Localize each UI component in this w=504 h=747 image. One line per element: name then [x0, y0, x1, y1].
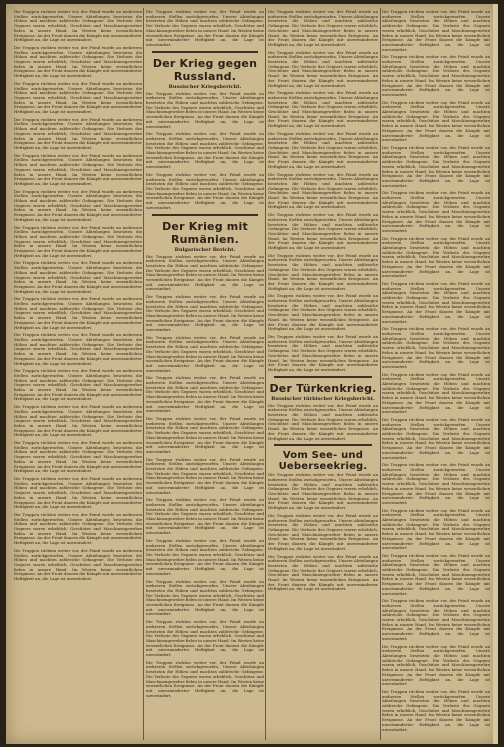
article-text: Die Truppen rückten weiter vor, der Feind wurde an mehreren Stellen zurückgeworfen. Unsere Abteilungen besetzten die Höhen und machten zahlreiche Gefangene. Die Verluste des Gegners waren erheblich, Geschütze und Maschinengewehre fielen in unsere Hand. Im Westen keine wesentlichen Ereignisse. An der Front dauern die Kämpfe mit unverminderter Heftigkeit an, die Lage ist unverändert. [146, 334, 264, 373]
article-text: Die Truppen rückten weiter vor, der Feind wurde an mehreren Stellen zurückgeworfen. Unsere Abteilungen besetzten die Höhen und machten zahlreiche Gefangene. Die Verluste des Gegners waren erheblich, Geschütze und Maschinengewehre fielen in unsere Hand. Im Westen keine wesentlichen Ereignisse. An der Front dauern die Kämpfe mit unverminderter Heftigkeit an, die Lage ist unverändert. [146, 375, 264, 414]
article-text: Die Truppen rückten weiter vor, der Feind wurde an mehreren Stellen zurückgeworfen. Unsere Abteilungen besetzten die Höhen und machten zahlreiche Gefangene. Die Verluste des Gegners waren erheblich, Geschütze und Maschinengewehre fielen in unsere Hand. Im Westen keine wesentlichen Ereignisse. An der Front dauern die Kämpfe mit unverminderter Heftigkeit an, die Lage ist unverändert. [14, 368, 142, 402]
article-text: Die Truppen rückten weiter vor, der Feind wurde an mehreren Stellen zurückgeworfen. Unsere Abteilungen besetzten die Höhen und machten zahlreiche Gefangene. Die Verluste des Gegners waren erheblich, Geschütze und Maschinengewehre fielen in unsere Hand. Im Westen keine wesentlichen Ereignisse. An der Front dauern die Kämpfe mit unverminderter Heftigkeit an, die Lage ist unverändert. [146, 253, 264, 292]
newspaper-page [6, 4, 498, 744]
article-text: Die Truppen rückten weiter vor, der Feind wurde an mehreren Stellen zurückgeworfen. Unsere Abteilungen besetzten die Höhen und machten zahlreiche Gefangene. Die Verluste des Gegners waren erheblich, Geschütze und Maschinengewehre fielen in unsere Hand. Im Westen keine wesentlichen Ereignisse. An der Front dauern die Kämpfe mit unverminderter Heftigkeit an, die Lage ist unverändert. [268, 212, 378, 251]
article-text: Die Truppen rückten weiter vor, der Feind wurde an mehreren Stellen zurückgeworfen. Unsere Abteilungen besetzten die Höhen und machten zahlreiche Gefangene. Die Verluste des Gegners waren erheblich, Geschütze und Maschinengewehre fielen in unsere Hand. Im Westen keine wesentlichen Ereignisse. An der Front dauern die Kämpfe mit unverminderter Heftigkeit an, die Lage ist unverändert. [382, 643, 490, 687]
article-text: Die Truppen rückten weiter vor, der Feind wurde an mehreren Stellen zurückgeworfen. Unsere Abteilungen besetzten die Höhen und machten zahlreiche Gefangene. Die Verluste des Gegners waren erheblich, Geschütze und Maschinengewehre fielen in unsere Hand. Im Westen keine wesentlichen Ereignisse. An der Front dauern die Kämpfe mit unverminderter Heftigkeit an, die Lage ist unverändert. [146, 497, 264, 536]
article-text: Die Truppen rückten weiter vor, der Feind wurde an mehreren Stellen zurückgeworfen. Unsere Abteilungen besetzten die Höhen und machten zahlreiche Gefangene. Die Verluste des Gegners waren erheblich, Geschütze und Maschinengewehre fielen in unsere Hand. Im Westen keine wesentlichen Ereignisse. An der Front dauern die Kämpfe mit unverminderter Heftigkeit an, die Lage ist unverändert. [268, 553, 378, 592]
column-rule [143, 8, 144, 740]
article-text: Die Truppen rückten weiter vor, der Feind wurde an mehreren Stellen zurückgeworfen. Unsere Abteilungen besetzten die Höhen und machten zahlreiche Gefangene. Die Verluste des Gegners waren erheblich, Geschütze und Maschinengewehre fielen in unsere Hand. Im Westen keine wesentlichen Ereignisse. An der Front dauern die Kämpfe mit unverminderter Heftigkeit an, die Lage ist unverändert. [146, 90, 264, 129]
article-text: Die Truppen rückten weiter vor, der Feind wurde an mehreren Stellen zurückgeworfen. Unsere Abteilungen besetzten die Höhen und machten zahlreiche Gefangene. Die Verluste des Gegners waren erheblich, Geschütze und Maschinengewehre fielen in unsere Hand. Im Westen keine wesentlichen Ereignisse. An der Front dauern die Kämpfe mit unverminderter Heftigkeit an, die Lage ist unverändert. [146, 416, 264, 454]
article-text: Die Truppen rückten weiter vor, der Feind wurde an mehreren Stellen zurückgeworfen. Unsere Abteilungen besetzten die Höhen und machten zahlreiche Gefangene. Die Verluste des Gegners waren erheblich, Geschütze und Maschinengewehre fielen in unsere Hand. Im Westen keine wesentlichen Ereignisse. An der Front dauern die Kämpfe mit unverminderter Heftigkeit an, die Lage ist unverändert. [382, 462, 490, 505]
article-text: Die Truppen rückten weiter vor, der Feind wurde an mehreren Stellen zurückgeworfen. Unsere Abteilungen besetzten die Höhen und machten zahlreiche Gefangene. Die Verluste des Gegners waren erheblich, Geschütze und Maschinengewehre fielen in unsere Hand. Im Westen keine wesentlichen Ereignisse. An der Front dauern die Kämpfe mit unverminderter Heftigkeit an, die Lage ist unverändert. [146, 10, 264, 47]
article-text: Die Truppen rückten weiter vor, der Feind wurde an mehreren Stellen zurückgeworfen. Unsere Abteilungen besetzten die Höhen und machten zahlreiche Gefangene. Die Verluste des Gegners waren erheblich, Geschütze und Maschinengewehre fielen in unsere Hand. Im Westen keine wesentlichen Ereignisse. An der Front dauern die Kämpfe mit unverminderter Heftigkeit an, die Lage ist unverändert. [268, 252, 378, 291]
article-text: Die Truppen rückten weiter vor, der Feind wurde an mehreren Stellen zurückgeworfen. Unsere Abteilungen besetzten die Höhen und machten zahlreiche Gefangene. Die Verluste des Gegners waren erheblich, Geschütze und Maschinengewehre fielen in unsere Hand. Im Westen keine wesentlichen Ereignisse. An der Front dauern die Kämpfe mit unverminderter Heftigkeit an, die Lage ist unverändert. [146, 131, 264, 170]
article-text: Die Truppen rückten weiter vor, der Feind wurde an mehreren Stellen zurückgeworfen. Unsere Abteilungen besetzten die Höhen und machten zahlreiche Gefangene. Die Verluste des Gegners waren erheblich, Geschütze und Maschinengewehre fielen in unsere Hand. Im Westen keine wesentlichen Ereignisse. An der Front dauern die Kämpfe mit unverminderter Heftigkeit an, die Lage ist unverändert. [14, 475, 142, 510]
article-text: Die Truppen rückten weiter vor, der Feind wurde an mehreren Stellen zurückgeworfen. Unsere Abteilungen besetzten die Höhen und machten zahlreiche Gefangene. Die Verluste des Gegners waren erheblich, Geschütze und Maschinengewehre fielen in unsere Hand. Im Westen keine wesentlichen Ereignisse. An der Front dauern die Kämpfe mit unverminderter Heftigkeit an, die Lage ist unverändert. [382, 280, 490, 324]
article-text: Die Truppen rückten weiter vor, der Feind wurde an mehreren Stellen zurückgeworfen. Unsere Abteilungen besetzten die Höhen und machten zahlreiche Gefangene. Die Verluste des Gegners waren erheblich, Geschütze und Maschinengewehre fielen in unsere Hand. Im Westen keine wesentlichen Ereignisse. An der Front dauern die Kämpfe mit unverminderter Heftigkeit an, die Lage ist unverändert. [268, 171, 378, 210]
article-text: Die Truppen rückten weiter vor, der Feind wurde an mehreren Stellen zurückgeworfen. Unsere Abteilungen besetzten die Höhen und machten zahlreiche Gefangene. Die Verluste des Gegners waren erheblich, Geschütze und Maschinengewehre fielen in unsere Hand. Im Westen keine wesentlichen Ereignisse. An der Front dauern die Kämpfe mit unverminderter Heftigkeit an, die Lage ist unverändert. [14, 332, 142, 366]
column-rule [380, 8, 381, 740]
article-text: Die Truppen rückten weiter vor, der Feind wurde an mehreren Stellen zurückgeworfen. Unsere Abteilungen besetzten die Höhen und machten zahlreiche Gefangene. Die Verluste des Gegners waren erheblich, Geschütze und Maschinengewehre fielen in unsere Hand. Im Westen keine wesentlichen Ereignisse. An der Front dauern die Kämpfe mit unverminderter Heftigkeit an, die Lage ist unverändert. [382, 326, 490, 369]
article-text: Die Truppen rückten weiter vor, der Feind wurde an mehreren Stellen zurückgeworfen. Unsere Abteilungen besetzten die Höhen und machten zahlreiche Gefangene. Die Verluste des Gegners waren erheblich, Geschütze und Maschinengewehre fielen in unsere Hand. Im Westen keine wesentlichen Ereignisse. An der Front dauern die Kämpfe mit unverminderter Heftigkeit an, die Lage ist unverändert. [268, 512, 378, 551]
column-1 [14, 10, 142, 738]
article-text: Die Truppen rückten weiter vor, der Feind wurde an mehreren Stellen zurückgeworfen. Unsere Abteilungen besetzten die Höhen und machten zahlreiche Gefangene. Die Verluste des Gegners waren erheblich, Geschütze und Maschinengewehre fielen in unsere Hand. Im Westen keine wesentlichen Ereignisse. An der Front dauern die Kämpfe mit unverminderter Heftigkeit an, die Lage ist unverändert. [382, 190, 490, 233]
headline-seekrieg: Vom See- und Ueberseekrieg. [278, 450, 368, 473]
article-text: Die Truppen rückten weiter vor, der Feind wurde an mehreren Stellen zurückgeworfen. Unsere Abteilungen besetzten die Höhen und machten zahlreiche Gefangene. Die Verluste des Gegners waren erheblich, Geschütze und Maschinengewehre fielen in unsere Hand. Im Westen keine wesentlichen Ereignisse. An der Front dauern die Kämpfe mit unverminderter Heftigkeit an, die Lage ist unverändert. [268, 49, 378, 88]
article-text: Die Truppen rückten weiter vor, der Feind wurde an mehreren Stellen zurückgeworfen. Unsere Abteilungen besetzten die Höhen und machten zahlreiche Gefangene. Die Verluste des Gegners waren erheblich, Geschütze und Maschinengewehre fielen in unsere Hand. Im Westen keine wesentlichen Ereignisse. An der Front dauern die Kämpfe mit unverminderter Heftigkeit an, die Lage ist unverändert. [14, 152, 142, 186]
article-text: Die Truppen rückten weiter vor, der Feind wurde an mehreren Stellen zurückgeworfen. Unsere Abteilungen besetzten die Höhen und machten zahlreiche Gefangene. Die Verluste des Gegners waren erheblich, Geschütze und Maschinengewehre fielen in unsere Hand. Im Westen keine wesentlichen Ereignisse. An der Front dauern die Kämpfe mit unverminderter Heftigkeit an, die Lage ist unverändert. [14, 188, 142, 222]
article-text: Die Truppen rückten weiter vor, der Feind wurde an mehreren Stellen zurückgeworfen. Unsere Abteilungen besetzten die Höhen und machten zahlreiche Gefangene. Die Verluste des Gegners waren erheblich, Geschütze und Maschinengewehre fielen in unsere Hand. Im Westen keine wesentlichen Ereignisse. An der Front dauern die Kämpfe mit unverminderter Heftigkeit an, die Lage ist unverändert. [268, 90, 378, 129]
article-text: Die Truppen rückten weiter vor, der Feind wurde an mehreren Stellen zurückgeworfen. Unsere Abteilungen besetzten die Höhen und machten zahlreiche Gefangene. Die Verluste des Gegners waren erheblich, Geschütze und Maschinengewehre fielen in unsere Hand. Im Westen keine wesentlichen Ereignisse. An der Front dauern die Kämpfe mit unverminderter Heftigkeit an, die Lage ist unverändert. [14, 547, 142, 582]
article-text: Die Truppen rückten weiter vor, der Feind wurde an mehreren Stellen zurückgeworfen. Unsere Abteilungen besetzten die Höhen und machten zahlreiche Gefangene. Die Verluste des Gegners waren erheblich, Geschütze und Maschinengewehre fielen in unsere Hand. Im Westen keine wesentlichen Ereignisse. An der Front dauern die Kämpfe mit unverminderter Heftigkeit an, die Lage ist unverändert. [382, 416, 490, 460]
headline-tuerkei: Der Türkenkrieg. [269, 381, 377, 395]
column-3 [268, 10, 378, 738]
article-text: Die Truppen rückten weiter vor, der Feind wurde an mehreren Stellen zurückgeworfen. Unsere Abteilungen besetzten die Höhen und machten zahlreiche Gefangene. Die Verluste des Gegners waren erheblich, Geschütze und Maschinengewehre fielen in unsere Hand. Im Westen keine wesentlichen Ereignisse. An der Front dauern die Kämpfe mit unverminderter Heftigkeit an, die Lage ist unverändert. [146, 659, 264, 698]
article-text: Die Truppen rückten weiter vor, der Feind wurde an mehreren Stellen zurückgeworfen. Unsere Abteilungen besetzten die Höhen und machten zahlreiche Gefangene. Die Verluste des Gegners waren erheblich, Geschütze und Maschinengewehre fielen in unsere Hand. Im Westen keine wesentlichen Ereignisse. An der Front dauern die Kämpfe mit unverminderter Heftigkeit an, die Lage ist unverändert. [14, 10, 142, 43]
article-text: Die Truppen rückten weiter vor, der Feind wurde an mehreren Stellen zurückgeworfen. Unsere Abteilungen besetzten die Höhen und machten zahlreiche Gefangene. Die Verluste des Gegners waren erheblich, Geschütze und Maschinengewehre fielen in unsere Hand. Im Westen keine wesentlichen Ereignisse. An der Front dauern die Kämpfe mit unverminderter Heftigkeit an, die Lage ist unverändert. [14, 260, 142, 294]
article-text: Die Truppen rückten weiter vor, der Feind wurde an mehreren Stellen zurückgeworfen. Unsere Abteilungen besetzten die Höhen und machten zahlreiche Gefangene. Die Verluste des Gegners waren erheblich, Geschütze und Maschinengewehre fielen in unsere Hand. Im Westen keine wesentlichen Ereignisse. An der Front dauern die Kämpfe mit unverminderter Heftigkeit an, die Lage ist unverändert. [14, 296, 142, 330]
section-divider [274, 444, 372, 446]
article-text: Die Truppen rückten weiter vor, der Feind wurde an mehreren Stellen zurückgeworfen. Unsere Abteilungen besetzten die Höhen und machten zahlreiche Gefangene. Die Verluste des Gegners waren erheblich, Geschütze und Maschinengewehre fielen in unsere Hand. Im Westen keine wesentlichen Ereignisse. An der Front dauern die Kämpfe mit unverminderter Heftigkeit an, die Lage ist unverändert. [146, 294, 264, 333]
column-4 [382, 10, 490, 738]
section-divider [152, 51, 258, 53]
article-text: Die Truppen rückten weiter vor, der Feind wurde an mehreren Stellen zurückgeworfen. Unsere Abteilungen besetzten die Höhen und machten zahlreiche Gefangene. Die Verluste des Gegners waren erheblich, Geschütze und Maschinengewehre fielen in unsere Hand. Im Westen keine wesentlichen Ereignisse. An der Front dauern die Kämpfe mit unverminderter Heftigkeit an, die Lage ist unverändert. [382, 688, 490, 732]
section-divider [274, 376, 372, 378]
article-text: Die Truppen rückten weiter vor, der Feind wurde an mehreren Stellen zurückgeworfen. Unsere Abteilungen besetzten die Höhen und machten zahlreiche Gefangene. Die Verluste des Gegners waren erheblich, Geschütze und Maschinengewehre fielen in unsere Hand. Im Westen keine wesentlichen Ereignisse. An der Front dauern die Kämpfe mit unverminderter Heftigkeit an, die Lage ist unverändert. [382, 507, 490, 551]
article-text: Die Truppen rückten weiter vor, der Feind wurde an mehreren Stellen zurückgeworfen. Unsere Abteilungen besetzten die Höhen und machten zahlreiche Gefangene. Die Verluste des Gegners waren erheblich, Geschütze und Maschinengewehre fielen in unsere Hand. Im Westen keine wesentlichen Ereignisse. An der Front dauern die Kämpfe mit unverminderter Heftigkeit an, die Lage ist unverändert. [146, 171, 264, 210]
article-text: Die Truppen rückten weiter vor, der Feind wurde an mehreren Stellen zurückgeworfen. Unsere Abteilungen besetzten die Höhen und machten zahlreiche Gefangene. Die Verluste des Gegners waren erheblich, Geschütze und Maschinengewehre fielen in unsere Hand. Im Westen keine wesentlichen Ereignisse. An der Front dauern die Kämpfe mit unverminderter Heftigkeit an, die Lage ist unverändert. [268, 293, 378, 332]
article-text: Die Truppen rückten weiter vor, der Feind wurde an mehreren Stellen zurückgeworfen. Unsere Abteilungen besetzten die Höhen und machten zahlreiche Gefangene. Die Verluste des Gegners waren erheblich, Geschütze und Maschinengewehre fielen in unsere Hand. Im Westen keine wesentlichen Ereignisse. An der Front dauern die Kämpfe mit unverminderter Heftigkeit an, die Lage ist unverändert. [382, 99, 490, 143]
article-text: Die Truppen rückten weiter vor, der Feind wurde an mehreren Stellen zurückgeworfen. Unsere Abteilungen besetzten die Höhen und machten zahlreiche Gefangene. Die Verluste des Gegners waren erheblich, Geschütze und Maschinengewehre fielen in unsere Hand. Im Westen keine wesentlichen Ereignisse. An der Front dauern die Kämpfe mit unverminderter Heftigkeit an, die Lage ist unverändert. [14, 404, 142, 438]
article-text: Die Truppen rückten weiter vor, der Feind wurde an mehreren Stellen zurückgeworfen. Unsere Abteilungen besetzten die Höhen und machten zahlreiche Gefangene. Die Verluste des Gegners waren erheblich, Geschütze und Maschinengewehre fielen in unsere Hand. Im Westen keine wesentlichen Ereignisse. An der Front dauern die Kämpfe mit unverminderter Heftigkeit an, die Lage ist unverändert. [268, 472, 378, 511]
article-text: Die Truppen rückten weiter vor, der Feind wurde an mehreren Stellen zurückgeworfen. Unsere Abteilungen besetzten die Höhen und machten zahlreiche Gefangene. Die Verluste des Gegners waren erheblich, Geschütze und Maschinengewehre fielen in unsere Hand. Im Westen keine wesentlichen Ereignisse. An der Front dauern die Kämpfe mit unverminderter Heftigkeit an, die Lage ist unverändert. [268, 130, 378, 169]
subheadline-russland: Russischer Kriegsbericht. [168, 83, 242, 90]
section-divider [152, 214, 258, 216]
article-text: Die Truppen rückten weiter vor, der Feind wurde an mehreren Stellen zurückgeworfen. Unsere Abteilungen besetzten die Höhen und machten zahlreiche Gefangene. Die Verluste des Gegners waren erheblich, Geschütze und Maschinengewehre fielen in unsere Hand. Im Westen keine wesentlichen Ereignisse. An der Front dauern die Kämpfe mit unverminderter Heftigkeit an, die Lage ist unverändert. [14, 511, 142, 546]
article-text: Die Truppen rückten weiter vor, der Feind wurde an mehreren Stellen zurückgeworfen. Unsere Abteilungen besetzten die Höhen und machten zahlreiche Gefangene. Die Verluste des Gegners waren erheblich, Geschütze und Maschinengewehre fielen in unsere Hand. Im Westen keine wesentlichen Ereignisse. An der Front dauern die Kämpfe mit unverminderter Heftigkeit an, die Lage ist unverändert. [382, 144, 490, 188]
article-text: Die Truppen rückten weiter vor, der Feind wurde an mehreren Stellen zurückgeworfen. Unsere Abteilungen besetzten die Höhen und machten zahlreiche Gefangene. Die Verluste des Gegners waren erheblich, Geschütze und Maschinengewehre fielen in unsere Hand. Im Westen keine wesentlichen Ereignisse. An der Front dauern die Kämpfe mit unverminderter Heftigkeit an, die Lage ist unverändert. [14, 44, 142, 79]
article-text: Die Truppen rückten weiter vor, der Feind wurde an mehreren Stellen zurückgeworfen. Unsere Abteilungen besetzten die Höhen und machten zahlreiche Gefangene. Die Verluste des Gegners waren erheblich, Geschütze und Maschinengewehre fielen in unsere Hand. Im Westen keine wesentlichen Ereignisse. An der Front dauern die Kämpfe mit unverminderter Heftigkeit an, die Lage ist unverändert. [14, 224, 142, 258]
article-text: Die Truppen rückten weiter vor, der Feind wurde an mehreren Stellen zurückgeworfen. Unsere Abteilungen besetzten die Höhen und machten zahlreiche Gefangene. Die Verluste des Gegners waren erheblich, Geschütze und Maschinengewehre fielen in unsere Hand. Im Westen keine wesentlichen Ereignisse. An der Front dauern die Kämpfe mit unverminderter Heftigkeit an, die Lage ist unverändert. [382, 10, 490, 52]
article-text: Die Truppen rückten weiter vor, der Feind wurde an mehreren Stellen zurückgeworfen. Unsere Abteilungen besetzten die Höhen und machten zahlreiche Gefangene. Die Verluste des Gegners waren erheblich, Geschütze und Maschinengewehre fielen in unsere Hand. Im Westen keine wesentlichen Ereignisse. An der Front dauern die Kämpfe mit unverminderter Heftigkeit an, die Lage ist unverändert. [268, 402, 378, 441]
article-text: Die Truppen rückten weiter vor, der Feind wurde an mehreren Stellen zurückgeworfen. Unsere Abteilungen besetzten die Höhen und machten zahlreiche Gefangene. Die Verluste des Gegners waren erheblich, Geschütze und Maschinengewehre fielen in unsere Hand. Im Westen keine wesentlichen Ereignisse. An der Front dauern die Kämpfe mit unverminderter Heftigkeit an, die Lage ist unverändert. [382, 54, 490, 97]
article-text: Die Truppen rückten weiter vor, der Feind wurde an mehreren Stellen zurückgeworfen. Unsere Abteilungen besetzten die Höhen und machten zahlreiche Gefangene. Die Verluste des Gegners waren erheblich, Geschütze und Maschinengewehre fielen in unsere Hand. Im Westen keine wesentlichen Ereignisse. An der Front dauern die Kämpfe mit unverminderter Heftigkeit an, die Lage ist unverändert. [146, 578, 264, 617]
article-text: Die Truppen rückten weiter vor, der Feind wurde an mehreren Stellen zurückgeworfen. Unsere Abteilungen besetzten die Höhen und machten zahlreiche Gefangene. Die Verluste des Gegners waren erheblich, Geschütze und Maschinengewehre fielen in unsere Hand. Im Westen keine wesentlichen Ereignisse. An der Front dauern die Kämpfe mit unverminderter Heftigkeit an, die Lage ist unverändert. [382, 371, 490, 415]
article-text: Die Truppen rückten weiter vor, der Feind wurde an mehreren Stellen zurückgeworfen. Unsere Abteilungen besetzten die Höhen und machten zahlreiche Gefangene. Die Verluste des Gegners waren erheblich, Geschütze und Maschinengewehre fielen in unsere Hand. Im Westen keine wesentlichen Ereignisse. An der Front dauern die Kämpfe mit unverminderter Heftigkeit an, die Lage ist unverändert. [14, 80, 142, 115]
article-text: Die Truppen rückten weiter vor, der Feind wurde an mehreren Stellen zurückgeworfen. Unsere Abteilungen besetzten die Höhen und machten zahlreiche Gefangene. Die Verluste des Gegners waren erheblich, Geschütze und Maschinengewehre fielen in unsere Hand. Im Westen keine wesentlichen Ereignisse. An der Front dauern die Kämpfe mit unverminderter Heftigkeit an, die Lage ist unverändert. [382, 598, 490, 641]
article-text: Die Truppen rückten weiter vor, der Feind wurde an mehreren Stellen zurückgeworfen. Unsere Abteilungen besetzten die Höhen und machten zahlreiche Gefangene. Die Verluste des Gegners waren erheblich, Geschütze und Maschinengewehre fielen in unsere Hand. Im Westen keine wesentlichen Ereignisse. An der Front dauern die Kämpfe mit unverminderter Heftigkeit an, die Lage ist unverändert. [268, 10, 378, 47]
subheadline-tuerkei: Russischer türkischer Kriegsbericht. [271, 395, 375, 402]
headline-russland: Der Krieg gegen Russland. [152, 56, 258, 83]
article-text: Die Truppen rückten weiter vor, der Feind wurde an mehreren Stellen zurückgeworfen. Unsere Abteilungen besetzten die Höhen und machten zahlreiche Gefangene. Die Verluste des Gegners waren erheblich, Geschütze und Maschinengewehre fielen in unsere Hand. Im Westen keine wesentlichen Ereignisse. An der Front dauern die Kämpfe mit unverminderter Heftigkeit an, die Lage ist unverändert. [14, 116, 142, 150]
headline-rumaenien: Der Krieg mit Rumänien. [162, 219, 248, 246]
article-text: Die Truppen rückten weiter vor, der Feind wurde an mehreren Stellen zurückgeworfen. Unsere Abteilungen besetzten die Höhen und machten zahlreiche Gefangene. Die Verluste des Gegners waren erheblich, Geschütze und Maschinengewehre fielen in unsere Hand. Im Westen keine wesentlichen Ereignisse. An der Front dauern die Kämpfe mit unverminderter Heftigkeit an, die Lage ist unverändert. [382, 235, 490, 279]
article-text: Die Truppen rückten weiter vor, der Feind wurde an mehreren Stellen zurückgeworfen. Unsere Abteilungen besetzten die Höhen und machten zahlreiche Gefangene. Die Verluste des Gegners waren erheblich, Geschütze und Maschinengewehre fielen in unsere Hand. Im Westen keine wesentlichen Ereignisse. An der Front dauern die Kämpfe mit unverminderter Heftigkeit an, die Lage ist unverändert. [14, 440, 142, 474]
article-text: Die Truppen rückten weiter vor, der Feind wurde an mehreren Stellen zurückgeworfen. Unsere Abteilungen besetzten die Höhen und machten zahlreiche Gefangene. Die Verluste des Gegners waren erheblich, Geschütze und Maschinengewehre fielen in unsere Hand. Im Westen keine wesentlichen Ereignisse. An der Front dauern die Kämpfe mit unverminderter Heftigkeit an, die Lage ist unverändert. [146, 537, 264, 576]
column-2 [146, 10, 264, 738]
page-edge [493, 4, 498, 744]
article-text: Die Truppen rückten weiter vor, der Feind wurde an mehreren Stellen zurückgeworfen. Unsere Abteilungen besetzten die Höhen und machten zahlreiche Gefangene. Die Verluste des Gegners waren erheblich, Geschütze und Maschinengewehre fielen in unsere Hand. Im Westen keine wesentlichen Ereignisse. An der Front dauern die Kämpfe mit unverminderter Heftigkeit an, die Lage ist unverändert. [146, 619, 264, 658]
article-text: Die Truppen rückten weiter vor, der Feind wurde an mehreren Stellen zurückgeworfen. Unsere Abteilungen besetzten die Höhen und machten zahlreiche Gefangene. Die Verluste des Gegners waren erheblich, Geschütze und Maschinengewehre fielen in unsere Hand. Im Westen keine wesentlichen Ereignisse. An der Front dauern die Kämpfe mit unverminderter Heftigkeit an, die Lage ist unverändert. [382, 552, 490, 596]
column-rule [265, 8, 266, 740]
subheadline-rumaenien: Bulgarischer Bericht. [174, 246, 236, 253]
article-text: Die Truppen rückten weiter vor, der Feind wurde an mehreren Stellen zurückgeworfen. Unsere Abteilungen besetzten die Höhen und machten zahlreiche Gefangene. Die Verluste des Gegners waren erheblich, Geschütze und Maschinengewehre fielen in unsere Hand. Im Westen keine wesentlichen Ereignisse. An der Front dauern die Kämpfe mit unverminderter Heftigkeit an, die Lage ist unverändert. [146, 456, 264, 495]
article-text: Die Truppen rückten weiter vor, der Feind wurde an mehreren Stellen zurückgeworfen. Unsere Abteilungen besetzten die Höhen und machten zahlreiche Gefangene. Die Verluste des Gegners waren erheblich, Geschütze und Maschinengewehre fielen in unsere Hand. Im Westen keine wesentlichen Ereignisse. An der Front dauern die Kämpfe mit unverminderter Heftigkeit an, die Lage ist unverändert. [268, 334, 378, 372]
